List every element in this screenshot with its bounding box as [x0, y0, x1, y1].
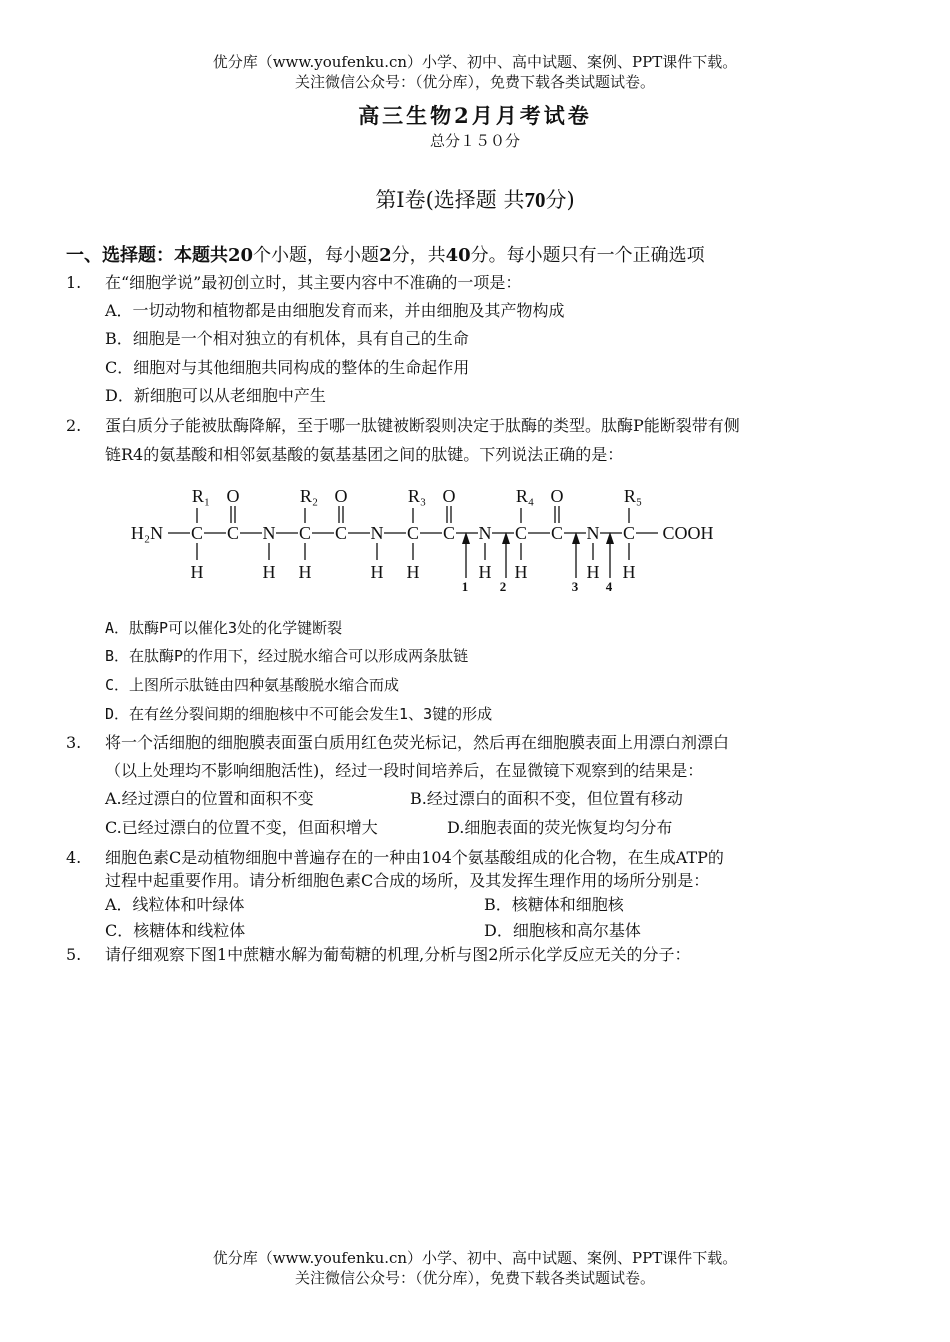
atom-c: C — [298, 523, 312, 543]
option-a: A．肽酶P可以催化3处的化学键断裂 — [105, 619, 343, 637]
atom-h: H — [622, 562, 636, 582]
section-b: 个小题，每小题 — [253, 245, 380, 266]
total-score: 总分１５０分 — [429, 132, 520, 150]
section-heading — [66, 241, 705, 267]
peptide-structure-diagram — [125, 478, 745, 598]
bond-label: 3 — [571, 579, 579, 594]
carboxyl-terminus: COOH — [662, 523, 714, 543]
footer-line-2: 关注微信公众号：（优分库），免费下载各类试题试卷。 — [294, 1269, 655, 1287]
option-a: A.经过漂白的位置和面积不变 — [105, 789, 314, 808]
option-d: D．在有丝分裂间期的细胞核中不可能会发生1、3键的形成 — [105, 705, 493, 723]
atom-c: C — [550, 523, 564, 543]
atom-c: C — [622, 523, 636, 543]
r-group: R₁ — [191, 486, 211, 506]
r-group: R₃ — [407, 486, 427, 506]
atom-c: C — [514, 523, 528, 543]
option-b: B．细胞是一个相对独立的有机体，具有自己的生命 — [105, 329, 469, 348]
section-total: 40 — [445, 245, 471, 266]
atom-o: O — [334, 486, 348, 506]
atom-h: H — [370, 562, 384, 582]
option-c: C．核糖体和线粒体 — [105, 921, 246, 940]
question-stem: 细胞色素C是动植物细胞中普遍存在的一种由104个氨基酸组成的化合物，在生成ATP的 — [105, 848, 724, 867]
section-each: 2 — [379, 245, 392, 266]
section-d: 分。每小题只有一个正确选项 — [470, 245, 705, 266]
atom-c: C — [226, 523, 240, 543]
question-stem: 蛋白质分子能被肽酶降解，至于哪一肽键被断裂则决定于肽酶的类型。肽酶P能断裂带有侧 — [105, 416, 740, 435]
atom-o: O — [442, 486, 456, 506]
question-number: 3. — [66, 733, 82, 752]
atom-h: H — [262, 562, 276, 582]
header-line-1: 优分库（www.youfenku.cn）小学、初中、高中试题、案例、PPT课件下载。 — [212, 53, 738, 71]
atom-c: C — [190, 523, 204, 543]
bond-label: 1 — [461, 579, 469, 594]
option-b: B.经过漂白的面积不变，但位置有移动 — [410, 789, 683, 808]
footer-line-1: 优分库（www.youfenku.cn）小学、初中、高中试题、案例、PPT课件下载。 — [212, 1249, 738, 1267]
option-b: B．在肽酶P的作用下，经过脱水缩合可以形成两条肽链 — [105, 647, 469, 665]
header-line-2: 关注微信公众号：（优分库），免费下载各类试题试卷。 — [294, 73, 655, 91]
question-stem: 将一个活细胞的细胞膜表面蛋白质用红色荧光标记，然后再在细胞膜表面上用漂白剂漂白 — [105, 733, 730, 752]
question-stem: 过程中起重要作用。请分析细胞色素C合成的场所，及其发挥生理作用的场所分别是： — [105, 871, 710, 890]
section-c: 分，共 — [391, 245, 446, 266]
atom-n: N — [478, 523, 492, 543]
option-d: D．新细胞可以从老细胞中产生 — [105, 386, 326, 405]
atom-n: N — [586, 523, 600, 543]
atom-n: N — [262, 523, 276, 543]
section-a: 一、选择题：本题共 — [66, 245, 228, 266]
option-c: C.已经过漂白的位置不变，但面积增大 — [105, 818, 378, 837]
question-stem: 链R4的氨基酸和相邻氨基酸的氨基基团之间的肽键。下列说法正确的是： — [105, 445, 624, 464]
option-c: C．细胞对与其他细胞共同构成的整体的生命起作用 — [105, 358, 470, 377]
question-number: 4. — [66, 848, 82, 867]
atom-o: O — [550, 486, 564, 506]
atom-h: H — [298, 562, 312, 582]
volume-heading — [0, 184, 950, 214]
option-a: A．一切动物和植物都是由细胞发育而来，并由细胞及其产物构成 — [105, 301, 565, 320]
question-number: 5. — [66, 945, 82, 964]
atom-h: H — [586, 562, 600, 582]
r-group: R₅ — [623, 486, 643, 506]
option-a: A．线粒体和叶绿体 — [105, 895, 245, 914]
atom-c: C — [334, 523, 348, 543]
atom-h: H — [478, 562, 492, 582]
bond-label: 2 — [499, 579, 507, 594]
option-c: C．上图所示肽链由四种氨基酸脱水缩合而成 — [105, 676, 400, 694]
question-stem: （以上处理均不影响细胞活性)，经过一段时间培养后，在显微镜下观察到的结果是： — [105, 761, 704, 780]
atom-o: O — [226, 486, 240, 506]
atom-h: H — [406, 562, 420, 582]
question-stem: 请仔细观察下图1中蔗糖水解为葡萄糖的机理,分析与图2所示化学反应无关的分子： — [105, 945, 691, 964]
option-d: D.细胞表面的荧光恢复均匀分布 — [447, 818, 673, 837]
bond-label: 4 — [605, 579, 613, 594]
question-stem: 在“细胞学说”最初创立时，其主要内容中不准确的一项是： — [105, 273, 522, 292]
atom-c: C — [406, 523, 420, 543]
option-b: B．核糖体和细胞核 — [484, 895, 624, 914]
atom-c: C — [442, 523, 456, 543]
section-count: 20 — [228, 245, 254, 266]
amino-terminus: H₂N — [130, 523, 164, 543]
r-group: R₂ — [299, 486, 319, 506]
page-title: 高三生物2月月考试卷 — [358, 103, 592, 128]
r-group: R₄ — [515, 486, 535, 506]
volume-pre: 第Ⅰ卷(选择题 共 — [375, 188, 525, 212]
atom-n: N — [370, 523, 384, 543]
atom-h: H — [190, 562, 204, 582]
option-d: D．细胞核和高尔基体 — [484, 921, 641, 940]
question-number: 2. — [66, 416, 82, 435]
question-number: 1. — [66, 273, 82, 292]
atom-h: H — [514, 562, 528, 582]
volume-post: 分) — [545, 188, 575, 212]
volume-num: 70 — [524, 188, 546, 212]
